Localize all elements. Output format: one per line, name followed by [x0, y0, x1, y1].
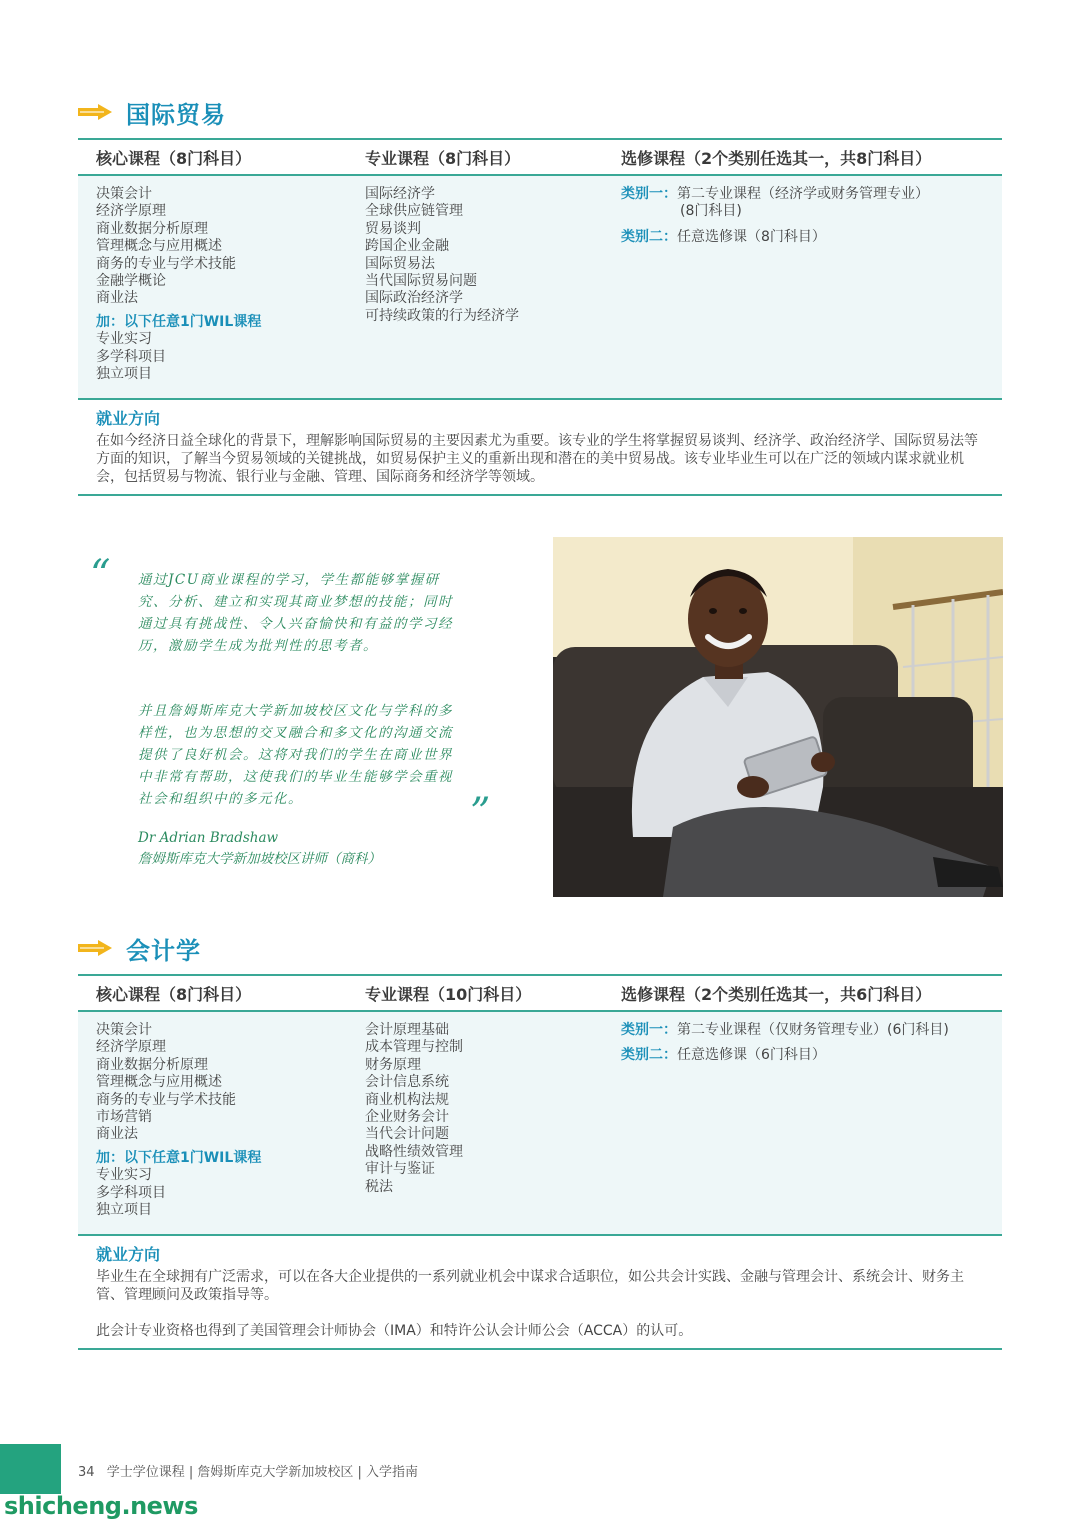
table-body: [78, 176, 1002, 398]
list-item: 商务的专业与学术技能: [96, 255, 236, 272]
list-item: 战略性绩效管理: [365, 1143, 463, 1160]
list-item: 经济学原理: [96, 203, 166, 220]
list-item: 会计原理基础: [365, 1022, 449, 1038]
quote-paragraph: 通过JCU商业课程的学习，学生都能够掌握研究、分析、建立和实现其商业梦想的技能；同时通过具有挑战性、令人兴奋愉快和有益的学习经历，激励学生成为批判性的思考者。: [138, 572, 453, 654]
table-body: [78, 1012, 1002, 1234]
core-courses-header: 核心课程（8门科目）: [96, 984, 252, 1004]
quote-paragraph: 并且詹姆斯库克大学新加坡校区文化与学科的多样性，也为思想的交叉融合和多文化的沟通交流提供了良好机会。这将对我们的学生在商业世界中非常有帮助，这使我们的毕业生能够学会重视社会和组织中的多元化。: [138, 703, 453, 807]
list-item: 商务的专业与学术技能: [96, 1091, 236, 1108]
footer-text: 学士学位课程 | 詹姆斯库克大学新加坡校区 | 入学指南: [106, 1465, 418, 1480]
list-item: 商业数据分析原理: [96, 220, 208, 237]
list-item: 贸易谈判: [365, 220, 421, 237]
list-item: 多学科项目: [96, 1184, 166, 1201]
elective-list: [621, 186, 929, 254]
list-item: 专业实习: [96, 331, 152, 348]
list-item: 市场营销: [96, 1109, 152, 1126]
table-header: [78, 974, 1002, 1012]
list-item: 全球供应链管理: [365, 203, 463, 220]
elective-category: [621, 1047, 949, 1064]
list-item: 决策会计: [96, 186, 152, 202]
elective-category: [621, 1022, 949, 1039]
career-section: [78, 1234, 1002, 1350]
career-title: 就业方向: [96, 1245, 161, 1264]
list-item: 商业法: [96, 290, 138, 307]
watermark-logo: shicheng.news: [4, 1492, 198, 1520]
wil-label: 加：以下任意1门WIL课程: [96, 1149, 262, 1166]
career-section: [78, 398, 1002, 496]
list-item: 专业实习: [96, 1167, 152, 1184]
section-heading: [78, 928, 201, 968]
list-item: 跨国企业金融: [365, 238, 449, 255]
list-item: 商业数据分析原理: [96, 1056, 208, 1073]
lecturer-photo-illustration: [553, 537, 1003, 897]
course-table: [78, 974, 1002, 1350]
open-quote-icon: “: [90, 552, 111, 598]
footer-color-block: [0, 1444, 61, 1494]
page-number: 34: [78, 1465, 95, 1480]
category-text: 任意选修课（6门科目）: [677, 1047, 826, 1064]
list-item: 独立项目: [96, 1202, 152, 1219]
lecturer-photo: [553, 537, 1003, 897]
career-text: 此会计专业资格也得到了美国管理会计师协会（IMA）和特许公认会计师公会（ACCA）的认可。: [96, 1323, 693, 1339]
list-item: 经济学原理: [96, 1039, 166, 1056]
table-header: [78, 138, 1002, 176]
list-item: 金融学概论: [96, 273, 166, 290]
list-item: 可持续政策的行为经济学: [365, 307, 519, 324]
list-item: 决策会计: [96, 1022, 152, 1038]
quote-author-name: Dr Adrian Bradshaw: [138, 830, 279, 846]
arrow-icon: [78, 104, 112, 120]
list-item: 当代会计问题: [365, 1126, 449, 1143]
list-item: 成本管理与控制: [365, 1039, 463, 1056]
elective-category: [621, 186, 929, 221]
elective-list: [621, 1022, 949, 1073]
arrow-icon: [78, 940, 112, 956]
major-courses-header: 专业课程（10门科目）: [365, 984, 532, 1004]
core-courses-header: 核心课程（8门科目）: [96, 148, 252, 168]
career-text: 在如今经济日益全球化的背景下，理解影响国际贸易的主要因素尤为重要。该专业的学生将掌握贸易谈判、经济学、政治经济学、国际贸易法等方面的知识，了解当今贸易领域的关键挑战，如贸易保护主义的重新出现和潜在的美中贸易战。该专业毕业生可以在广泛的领域内谋求就业机会，包括贸易与物流、银行业与金融、管理、国际商务和经济学等领域。: [96, 433, 978, 485]
footer: [78, 1461, 418, 1480]
elective-category: [621, 229, 929, 246]
list-item: 企业财务会计: [365, 1109, 449, 1126]
list-item: 国际政治经济学: [365, 290, 463, 307]
list-item: 多学科项目: [96, 348, 166, 365]
elective-courses-header: 选修课程（2个类别任选其一，共6门科目）: [621, 984, 932, 1004]
list-item: 商业机构法规: [365, 1091, 449, 1108]
category-text: 第二专业课程（仅财务管理专业）(6门科目): [677, 1022, 949, 1038]
list-item: 财务原理: [365, 1056, 421, 1073]
major-course-list: [365, 186, 519, 325]
list-item: 国际经济学: [365, 186, 435, 202]
list-item: 管理概念与应用概述: [96, 1074, 222, 1091]
section-heading: [78, 92, 226, 132]
category-label: 类别二：: [621, 228, 677, 245]
section-title: 国际贸易: [126, 100, 226, 129]
core-course-list: [96, 186, 261, 383]
core-course-list: [96, 1022, 261, 1219]
list-item: 税法: [365, 1178, 393, 1195]
category-label: 类别一：: [621, 1022, 677, 1038]
list-item: 管理概念与应用概述: [96, 238, 222, 255]
major-courses-header: 专业课程（8门科目）: [365, 148, 521, 168]
list-item: 国际贸易法: [365, 255, 435, 272]
elective-courses-header: 选修课程（2个类别任选其一，共8门科目）: [621, 148, 932, 168]
quote-author-title: 詹姆斯库克大学新加坡校区讲师（商科）: [138, 851, 381, 867]
category-text: (8门科目): [680, 203, 742, 220]
list-item: 审计与鉴证: [365, 1161, 435, 1178]
category-text: 任意选修课（8门科目）: [677, 228, 826, 245]
major-course-list: [365, 1022, 463, 1196]
wil-label: 加：以下任意1门WIL课程: [96, 313, 262, 330]
list-item: 会计信息系统: [365, 1074, 449, 1091]
career-text: 毕业生在全球拥有广泛需求，可以在各大企业提供的一系列就业机会中谋求合适职位，如公共会计实践、金融与管理会计、系统会计、财务主管、管理顾问及政策指导等。: [96, 1269, 964, 1303]
career-title: 就业方向: [96, 409, 161, 428]
category-label: 类别一：: [621, 186, 677, 202]
category-text: 第二专业课程（经济学或财务管理专业）: [677, 186, 929, 202]
close-quote-icon: ”: [470, 790, 491, 836]
list-item: 商业法: [96, 1126, 138, 1143]
course-table: [78, 138, 1002, 496]
section-title: 会计学: [126, 936, 201, 965]
category-label: 类别二：: [621, 1047, 677, 1064]
list-item: 当代国际贸易问题: [365, 273, 477, 290]
list-item: 独立项目: [96, 366, 152, 383]
